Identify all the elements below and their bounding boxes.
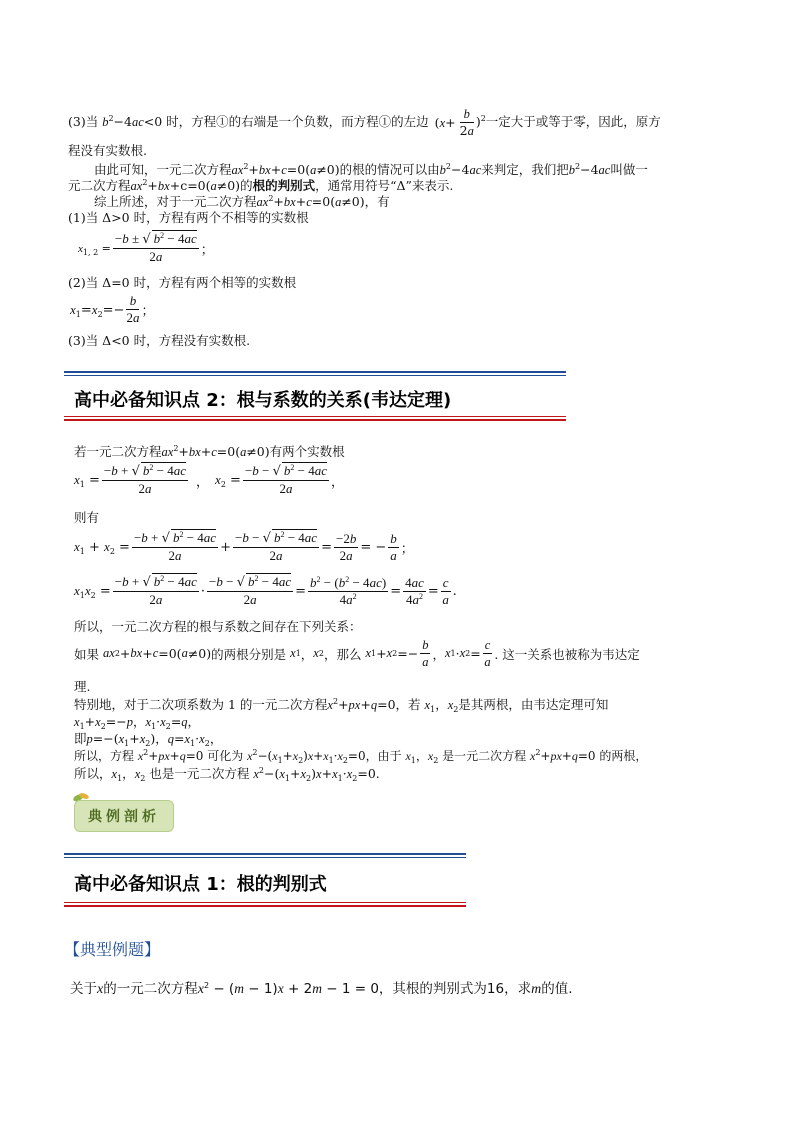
sum-formula: $x_1 + x_2$ = $\frac{-b + √ b^2 - 4ac}{2a}$ + $\frac{-b - √ b^2 - 4ac}{2a}$ = $\frac{-2b}{2a}$ = − $\frac{b}{a}$ ； <box>74 530 414 563</box>
title-rule-bottom <box>64 419 566 421</box>
example-question: 关于x的一元二次方程$x^2 - (m - 1)x + 2m - 1 = 0$，其根的判别式为16，求m的值. <box>70 981 573 997</box>
title-rule-bottom-2 <box>64 905 466 907</box>
product-formula: $x_1x_2$ = $\frac{-b + √ b^2 - 4ac}{2a}$ · $\frac{-b - √ b^2 - 4ac}{2a}$ = $\frac{b^2 - (b^2 - 4ac)}{4a^2}$ = $\frac{4ac}{4a^2}$ = $\frac{c}{a}$ . <box>74 574 457 607</box>
ie-line: 即$p=-(x_1+x_2)$，$q=x_1\cdot x_2$， <box>74 731 223 748</box>
section2-title: 高中必备知识点 2：根与系数的关系(韦达定理) <box>74 390 452 411</box>
summary-line-2: 元二次方程$ax^2+bx+c=0(a\ne 0)$的根的判别式，通常用符号“Δ”来表示. <box>68 178 454 193</box>
title-rule-bottom-thin-2 <box>64 902 466 903</box>
title-rule-top <box>64 371 566 373</box>
vieta-statement-cont: 理. <box>74 679 91 694</box>
title-rule-top-thin <box>64 375 566 376</box>
so3-line: 所以，$x_1$，$x_2$ 也是一元二次方程 $x^2-(x_1+x_2)x+x_1\cdot x_2=0$. <box>74 766 380 783</box>
then-line: 则有 <box>74 510 100 525</box>
case3b-line: (3)当 Δ<0 时，方程没有实数根. <box>68 333 251 348</box>
case1-line: (1)当 Δ>0 时，方程有两个不相等的实数根 <box>68 210 309 225</box>
case3-line: (3)当 $b^2-4ac<0$ 时，方程①的右端是一个负数，而方程①的左边 (x+ $\frac{b}{2a}$ )$^2$一定大于或等于零，因此，原方 <box>68 107 661 138</box>
double-root-formula: $x_1=x_2=-$ $\frac{b}{2a}$ ； <box>70 293 155 325</box>
summary-line-1: 由此可知，一元二次方程$ax^2+bx+c=0(a\ne 0)$的根的情况可以由$b^2-4ac$来判定，我们把$b^2-4ac$叫做一 <box>94 162 648 177</box>
vieta-statement: 如果 ax 2 + bx + c =0( a ≠0) 的两根分别是 x 1 ， x 2 ，那么 x 1 + x 2 =− $\frac{b}{a}$ ， x 1 · x 2 = $\frac{c}{a}$ . 这一关系也被称为韦达定 <box>74 638 640 669</box>
overall-line: 综上所述，对于一元二次方程$ax^2+bx+c=0(a\ne 0)$，有 <box>94 194 390 209</box>
so2-line: 所以，方程 $x^2+px+q=0$ 可化为 $x^2-(x_1+x_2)x+x_1\cdot x_2=0$，由于 $x_1$，$x_2$ 是一元二次方程 $x^2+px+q=0$ 的两根， <box>74 748 648 765</box>
title-rule-top-thin-2 <box>64 857 466 858</box>
special-line: 特别地，对于二次项系数为 1 的一元二次方程$x^2+px+q=0$，若 $x_1$，$x_2$是其两根，由韦达定理可知 <box>74 697 609 714</box>
title-rule-top-2 <box>64 853 466 855</box>
title-rule-bottom-thin <box>64 416 566 417</box>
two-roots-formula: $x_1$ = $\frac{-b + √ b^2 - 4ac}{2a}$ ， $x_2$ = $\frac{-b - √ b^2 - 4ac}{2a}$ ， <box>74 463 345 496</box>
section1-title: 高中必备知识点 1：根的判别式 <box>74 874 327 895</box>
typical-example-badge: 典例剖析 <box>74 800 174 832</box>
vieta-intro: 若一元二次方程$ax^2+bx+c=0(a\ne 0)$有两个实数根 <box>74 444 345 459</box>
special-result: $x_1+x_2=-p$，$x_1\cdot x_2=q$， <box>74 714 201 731</box>
case3-line-2: 程没有实数根. <box>68 143 147 158</box>
example-heading: 【典型例题】 <box>64 940 161 959</box>
so-line: 所以，一元二次方程的根与系数之间存在下列关系： <box>74 619 362 634</box>
roots-formula: $x_{1, 2}$ = $\frac{-b \pm √ b^2 - 4ac}{2a}$ ； <box>78 231 214 264</box>
case2-line: (2)当 Δ=0 时，方程有两个相等的实数根 <box>68 275 297 290</box>
